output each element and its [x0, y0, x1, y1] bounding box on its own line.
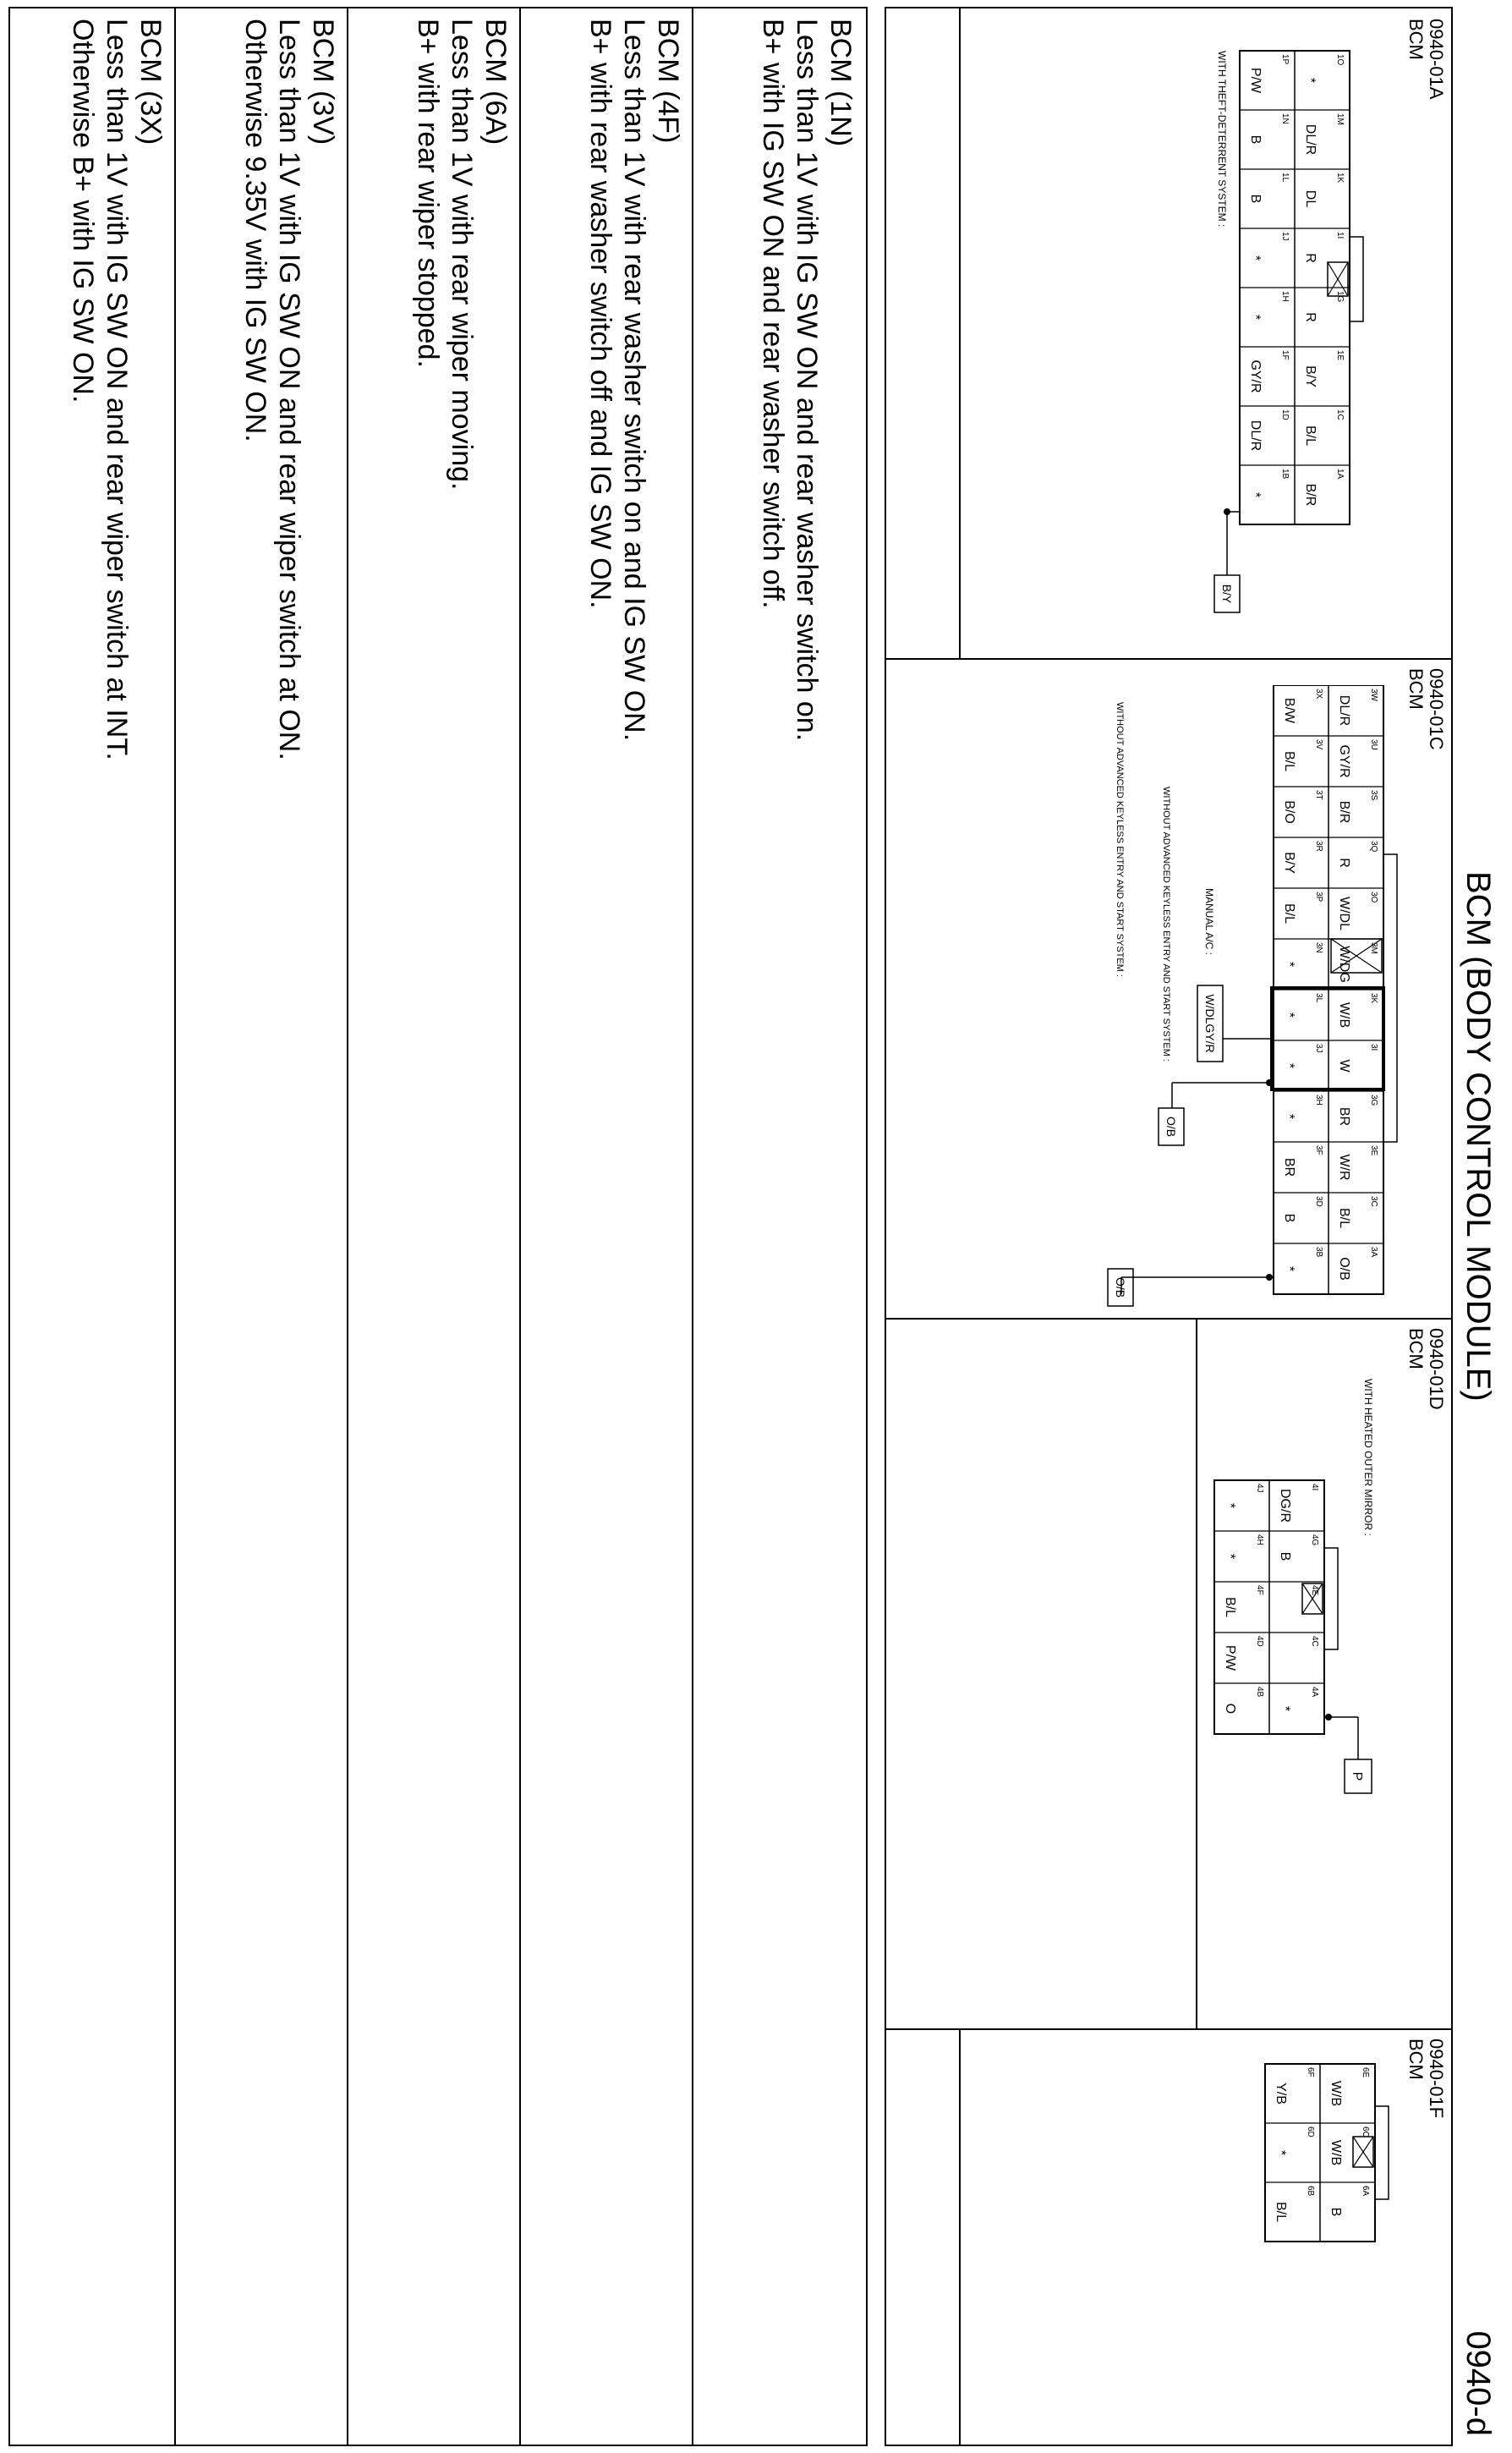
pin-number: 1B — [1280, 469, 1290, 480]
connector-a-diagram — [1181, 34, 1400, 643]
pin-number: 1I — [1335, 232, 1345, 239]
description-line: B+ with rear washer switch off and IG SW ON. — [584, 19, 616, 609]
pin-number: 3E — [1369, 1145, 1378, 1156]
pin-number: 3P — [1314, 892, 1323, 903]
pin-number: 3V — [1314, 739, 1323, 750]
pin-wire-color: P/W — [1248, 67, 1263, 94]
pin-number: 1E — [1335, 350, 1345, 361]
pin-number: 1N — [1280, 113, 1290, 124]
description-line: Less than 1V with IG SW ON and rear wiper switch at INT. — [101, 19, 133, 760]
pin-number: 4H — [1255, 1534, 1264, 1545]
pin-number: 6C — [1361, 2126, 1370, 2137]
pin-number: 1A — [1335, 469, 1345, 480]
pin-wire-color: DL — [1303, 189, 1318, 208]
pin-number: 6D — [1306, 2126, 1315, 2137]
pin-wire-color: B — [1282, 1213, 1296, 1223]
pin-wire-color: * — [1274, 2149, 1288, 2156]
pin-number: 1D — [1280, 409, 1290, 420]
description-row — [66, 8, 176, 2450]
pin-number: 4D — [1255, 1636, 1264, 1647]
pin-wire-color: * — [1248, 255, 1263, 261]
pin-number: 3A — [1369, 1247, 1378, 1258]
connector-c-callout-akes-2: O/B — [1114, 1276, 1127, 1298]
pin-wire-color: W/B — [1328, 2080, 1343, 2107]
pin-wire-color: R — [1337, 858, 1351, 868]
pin-wire-color: R — [1303, 253, 1318, 263]
pin-wire-color: * — [1223, 1553, 1237, 1560]
pin-number: 4I — [1310, 1484, 1319, 1491]
pin-wire-color: B/L — [1282, 903, 1296, 925]
pin-wire-color: * — [1282, 961, 1296, 968]
pin-number: 3L — [1314, 993, 1323, 1003]
connector-c-label — [1405, 668, 1446, 750]
pin-wire-color: W/B — [1337, 1002, 1351, 1029]
connector-c-callout-akes-1: O/B — [1164, 1116, 1178, 1138]
pin-number: 6E — [1361, 2067, 1370, 2078]
pin-wire-color: W/B — [1328, 2139, 1343, 2166]
pin-wire-color: * — [1282, 1265, 1296, 1272]
pin-wire-color: B/R — [1337, 800, 1351, 824]
pin-number: 1J — [1280, 232, 1290, 241]
pin-number: 4C — [1310, 1636, 1319, 1647]
connector-c-name: BCM — [1405, 668, 1427, 710]
pin-wire-color: DL/R — [1248, 420, 1263, 452]
pin-wire-color: B/L — [1274, 2201, 1288, 2223]
pin-number: 1K — [1335, 173, 1345, 184]
pin-wire-color: BR — [1282, 1157, 1296, 1177]
grid-divider — [886, 658, 1451, 660]
description-line: B+ with rear wiper stopped. — [412, 19, 444, 368]
description-line: Otherwise B+ with IG SW ON. — [67, 19, 99, 403]
pin-wire-color: BR — [1337, 1106, 1351, 1127]
connector-a-label — [1405, 19, 1446, 99]
pin-number: 3W — [1369, 689, 1378, 701]
pin-number: 4G — [1310, 1534, 1319, 1546]
description-line: Less than 1V with rear wiper moving. — [446, 19, 478, 491]
pin-wire-color: B/L — [1337, 1207, 1351, 1229]
pin-wire-color: B/W — [1282, 697, 1296, 724]
pin-number: 4A — [1310, 1687, 1319, 1698]
pin-wire-color: B/Y — [1303, 365, 1318, 387]
pin-wire-color: * — [1282, 1012, 1296, 1018]
pin-wire-color: O/B — [1337, 1257, 1351, 1281]
grid-divider — [886, 2028, 1451, 2030]
connector-d-callout: P — [1350, 1771, 1364, 1781]
connector-f-label — [1405, 2039, 1446, 2118]
description-table — [8, 7, 868, 2446]
terminal-name: BCM (1N) — [824, 19, 857, 147]
pin-number: 3T — [1314, 790, 1323, 800]
terminal-name: BCM (4F) — [652, 19, 684, 144]
pin-wire-color: W — [1337, 1059, 1351, 1073]
connector-d-label — [1405, 1328, 1446, 1410]
pin-number: 1H — [1280, 291, 1290, 302]
pin-wire-color: DG/R — [1278, 1489, 1292, 1523]
connector-c-note-akes-1: WITHOUT ADVANCED KEYLESS ENTRY AND START SYSTEM : — [1161, 787, 1171, 1062]
connector-c-code: 0940-01C — [1426, 668, 1447, 750]
pin-wire-color: P/W — [1223, 1644, 1237, 1671]
connector-d-diagram — [1181, 1362, 1383, 2005]
pin-wire-color: W/DG — [1337, 946, 1351, 983]
description-row — [238, 8, 348, 2450]
connector-f-diagram — [1214, 2055, 1400, 2428]
pin-wire-color: W/DL — [1337, 897, 1351, 930]
pin-wire-color: B — [1328, 2207, 1343, 2217]
pin-wire-color: Y/B — [1274, 2083, 1288, 2105]
page-title: BCM (BODY CONTROL MODULE) — [1460, 871, 1497, 1402]
connector-a-callout: B/Y — [1220, 584, 1234, 604]
pin-wire-color: DL/R — [1337, 694, 1351, 727]
pin-number: 6B — [1306, 2186, 1315, 2197]
pin-wire-color: B/L — [1282, 750, 1296, 772]
connector-f-name: BCM — [1405, 2039, 1427, 2080]
description-row — [411, 8, 521, 2450]
pin-number: 4F — [1255, 1585, 1264, 1595]
pin-wire-color: GY/R — [1248, 359, 1263, 393]
description-row — [583, 8, 693, 2450]
pin-number: 1O — [1335, 54, 1345, 66]
terminal-name: BCM (3V) — [307, 19, 339, 145]
pin-number: 3N — [1314, 942, 1323, 953]
description-line: Less than 1V with rear washer switch on and IG SW ON. — [618, 19, 650, 742]
description-line: Less than 1V with IG SW ON and rear washer switch on. — [791, 19, 823, 742]
connector-c-note-manual: MANUAL A/C : — [1203, 888, 1215, 955]
pin-number: 1F — [1280, 350, 1290, 360]
pin-wire-color: DL/R — [1303, 123, 1318, 156]
pin-wire-color: B — [1278, 1551, 1292, 1561]
page-id: 0940-d — [1460, 2330, 1497, 2436]
connector-c-diagram — [901, 685, 1409, 1311]
pin-wire-color: B/L — [1303, 425, 1318, 447]
pin-number: 1P — [1280, 54, 1290, 65]
connector-f-code: 0940-01F — [1426, 2039, 1447, 2119]
pin-wire-color: * — [1223, 1502, 1237, 1509]
connector-c-note-akes-2: WITHOUT ADVANCED KEYLESS ENTRY AND START SYSTEM : — [1115, 702, 1125, 977]
connector-a-name: BCM — [1405, 19, 1427, 60]
pin-number: 3H — [1314, 1095, 1323, 1106]
pin-number: 1M — [1335, 113, 1345, 125]
pin-number: 3M — [1369, 942, 1378, 954]
pin-number: 3O — [1369, 892, 1378, 903]
pin-wire-color: * — [1282, 1113, 1296, 1120]
connector-grid — [885, 7, 1453, 2446]
terminal-name: BCM (6A) — [479, 19, 512, 145]
pin-number: 1C — [1335, 409, 1345, 420]
pin-wire-color: B/O — [1282, 800, 1296, 824]
connector-d-name: BCM — [1405, 1328, 1427, 1369]
connector-a-note: WITH THEFT-DETERRENT SYSTEM : — [1216, 51, 1228, 228]
pin-number: 1G — [1335, 291, 1345, 303]
terminal-name: BCM (3X) — [134, 19, 167, 145]
pin-wire-color: B/L — [1223, 1596, 1237, 1618]
connector-c-callout-manual: W/DLGY/R — [1203, 994, 1217, 1053]
pin-wire-color: * — [1248, 314, 1263, 321]
description-line: Less than 1V with IG SW ON and rear wiper switch at ON. — [273, 19, 305, 760]
pin-number: 4E — [1310, 1585, 1319, 1596]
pin-wire-color: B/Y — [1282, 852, 1296, 874]
pin-number: 3I — [1369, 1044, 1378, 1051]
pin-number: 3U — [1369, 739, 1378, 750]
pin-number: 6A — [1361, 2186, 1370, 2197]
pin-number: 4B — [1255, 1687, 1264, 1698]
pin-number: 3X — [1314, 689, 1323, 700]
grid-divider — [959, 2028, 961, 2445]
pin-number: 3F — [1314, 1145, 1323, 1155]
pin-wire-color: B — [1248, 194, 1263, 204]
pin-number: 3Q — [1369, 841, 1378, 853]
pin-number: 3K — [1369, 993, 1378, 1004]
pin-wire-color: O — [1223, 1703, 1237, 1715]
connector-d-code: 0940-01D — [1426, 1328, 1447, 1410]
connector-d-note: WITH HEATED OUTER MIRROR : — [1362, 1379, 1374, 1536]
pin-wire-color: W/R — [1337, 1154, 1351, 1181]
pin-wire-color: B — [1248, 134, 1263, 145]
pin-wire-color: * — [1278, 1705, 1292, 1712]
pin-wire-color: * — [1248, 491, 1263, 498]
pin-number: 3R — [1314, 841, 1323, 852]
pin-number: 3D — [1314, 1196, 1323, 1207]
pin-number: 3S — [1369, 790, 1378, 801]
pin-wire-color: B/R — [1303, 483, 1318, 507]
pin-wire-color: GY/R — [1337, 744, 1351, 778]
grid-divider — [886, 1318, 1451, 1320]
pin-number: 3C — [1369, 1196, 1378, 1207]
description-line: Otherwise 9.35V with IG SW ON. — [239, 19, 271, 442]
pin-number: 3J — [1314, 1044, 1323, 1053]
grid-divider — [959, 8, 961, 658]
pin-number: 6F — [1306, 2067, 1315, 2077]
pin-number: 1L — [1280, 173, 1290, 183]
pin-number: 3G — [1369, 1095, 1378, 1106]
description-row — [756, 8, 866, 2450]
description-line: B+ with IG SW ON and rear washer switch off. — [757, 19, 789, 609]
pin-wire-color: * — [1303, 77, 1318, 84]
pin-wire-color: R — [1303, 312, 1318, 322]
pin-number: 3B — [1314, 1247, 1323, 1258]
pin-wire-color: * — [1282, 1062, 1296, 1069]
pin-number: 4J — [1255, 1484, 1264, 1493]
connector-a-code: 0940-01A — [1426, 19, 1447, 100]
